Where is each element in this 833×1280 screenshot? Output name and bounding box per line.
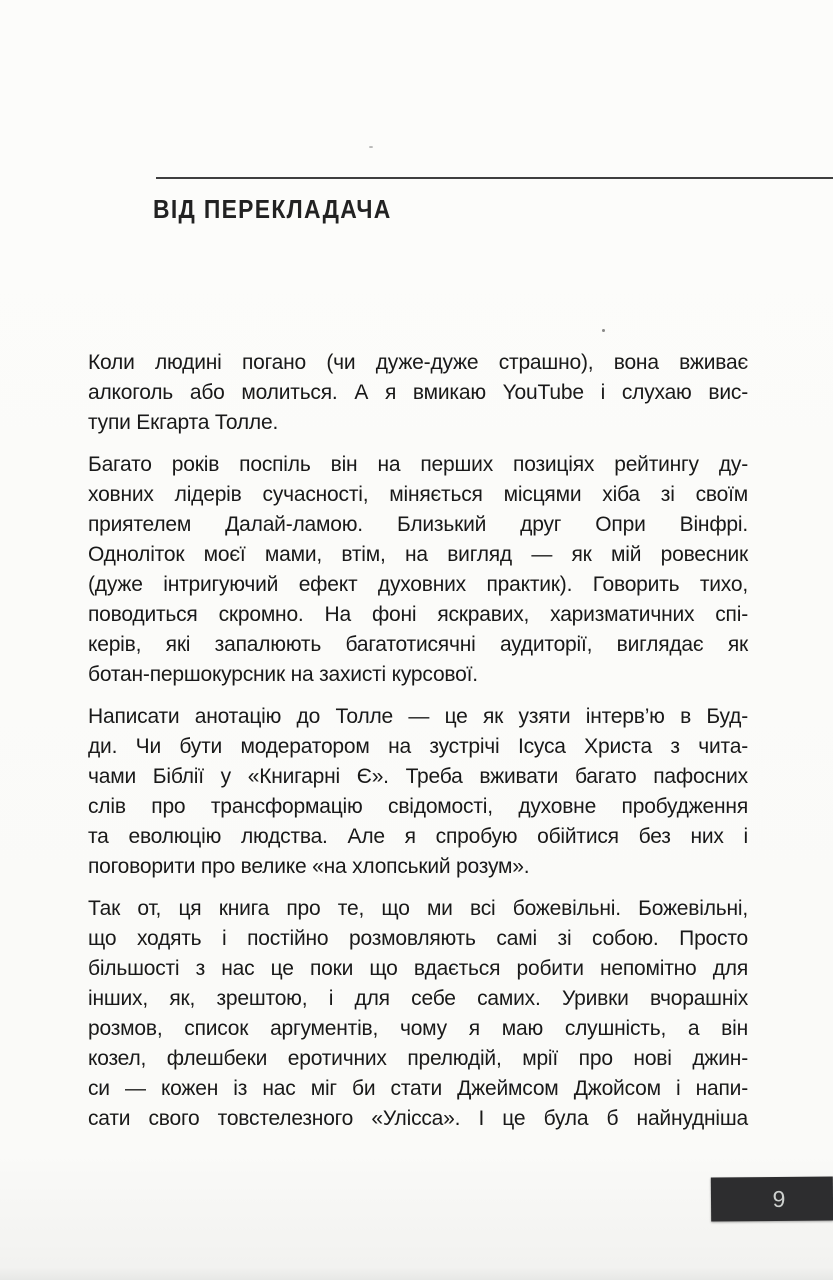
page-number: 9 [772,1185,786,1212]
paragraph [88,894,748,1134]
text-line: Одноліток моєї мами, втім, на вигляд — як мій ровесник [88,543,748,566]
header-rule [156,177,833,179]
scan-speck [369,146,373,148]
text-line: тупи Екгарта Толле. [88,411,279,434]
text-line: що ходять і постійно розмовляють самі зі собою. Просто [88,927,748,950]
text-line: сати свого товстелезного «Улісса». І це була б найнудніша [88,1107,748,1130]
text-line: приятелем Далай-ламою. Близький друг Опри Вінфрі. [88,513,748,536]
paragraph [88,348,748,438]
text-line: поводиться скромно. На фоні яскравих, харизматичних спі- [88,603,748,626]
text-line: та еволюцію людства. Але я спробую обійтися без них і [88,825,748,848]
text-line: поговорити про велике «на хлопський розум». [88,855,530,878]
page-title: ВІД ПЕРЕКЛАДАЧА [153,194,392,224]
text-line: ди. Чи бути модератором на зустрічі Ісуса Христа з чита- [88,735,748,758]
text-line: розмов, список аргументів, чому я маю слушність, а він [88,1017,748,1040]
paragraph [88,450,748,690]
text-line: слів про трансформацію свідомості, духовне пробудження [88,795,748,818]
text-line: ховних лідерів сучасності, міняється місцями хіба зі своїм [88,483,748,506]
text-line: козел, флешбеки еротичних прелюдій, мрії про нові джин- [88,1047,748,1070]
text-line: (дуже інтригуючий ефект духовних практик). Говорить тихо, [88,573,748,596]
text-line: Так от, ця книга про те, що ми всі божевільні. Божевільні, [88,897,748,920]
text-column [88,348,748,1146]
scan-speck [602,329,605,332]
text-line: чами Біблії у «Книгарні Є». Треба вживати багато пафосних [88,765,748,788]
text-line: інших, як, зрештою, і для себе самих. Уривки вчорашніх [88,987,748,1010]
text-line: ботан-першокурсник на захисті курсової. [88,663,478,686]
paragraph [88,702,748,882]
text-line: си — кожен із нас міг би стати Джеймсом Джойсом і напи- [88,1077,748,1100]
text-line: Написати анотацію до Толле — це як узяти інтерв’ю в Буд- [88,705,748,728]
page-number-box [711,1176,833,1221]
text-line: Коли людині погано (чи дуже-дуже страшно), вона вживає [88,351,748,374]
text-line: алкоголь або молиться. А я вмикаю YouTube і слухаю вис- [88,381,748,404]
text-line: більшості з нас це поки що вдається робити непомітно для [88,957,748,980]
text-line: Багато років поспіль він на перших позиціях рейтингу ду- [88,453,748,476]
text-line: керів, які запалюють багатотисячні аудиторії, виглядає як [88,633,748,656]
